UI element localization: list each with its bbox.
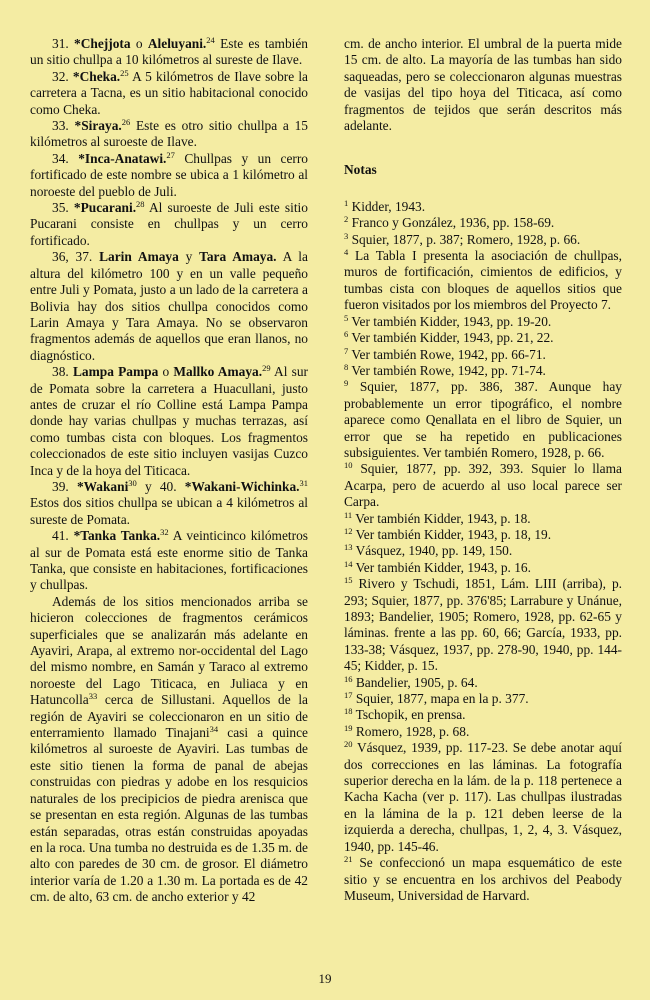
entry-36-37 (30, 249, 308, 364)
note-14 (344, 560, 622, 576)
note-19 (344, 724, 622, 740)
note-number: 16 (344, 673, 353, 684)
entry-text: Este es también un sitio chullpa a 10 kilómetros al sureste de Ilave. (30, 36, 308, 68)
entry-34 (30, 151, 308, 200)
entry-38 (30, 364, 308, 479)
note-number: 10 (344, 460, 353, 471)
site-name: *Cheka. (72, 68, 121, 84)
entry-33 (30, 118, 308, 151)
entry-31 (30, 36, 308, 69)
entry-text: A la altura del kilómetro 100 y en un valle pequeño entre Juli y Pomata, justo a un lado de la carretera a Bolivia hay dos sitios chullpa conocidos como Larin Amaya y Tara Amaya. No se observaron fragmentos además de aquellos que eran llanos, no diagnóstico. (30, 249, 308, 363)
note-text: Ver también Kidder, 1943, pp. 19-20. (348, 313, 552, 329)
paragraph-text: casi a quince kilómetros al suroeste de Ayaviri. Las tumbas de este sitio tienen la forma de panal de abejas construidas con piedras y adobe en los resquicios naturales de los precipicios de piedra arenisca que se presentan en esta región. Algunas de las tumbas están separadas, otras están construidas apoyadas en la roca. Una tumba no destruida es de 1.35 m. de alto con paredes de 30 cm. de grosor. El diámetro interior varía de 1.20 a 1.30 m. La portada es de 42 cm. de alto, 63 cm. de ancho exterior y 42 (30, 725, 308, 905)
note-text: Tschopik, en prensa. (352, 707, 466, 723)
footnote-ref: 31 (299, 477, 308, 488)
site-name: *Inca-Anatawi. (78, 150, 167, 166)
footnote-ref: 26 (121, 117, 131, 128)
left-column (30, 36, 308, 906)
footnote-ref: 33 (88, 691, 98, 702)
entry-number: 33. (52, 118, 69, 134)
note-text: Ver también Kidder, 1943, p. 18. (352, 510, 531, 526)
note-text: Squier, 1877, p. 387; Romero, 1928, p. 66. (348, 231, 581, 247)
entry-number: 35. (52, 200, 69, 216)
note-2 (344, 215, 622, 231)
note-number: 5 (344, 312, 349, 323)
note-text: Ver también Kidder, 1943, p. 16. (352, 559, 531, 575)
footnote-ref: 25 (120, 67, 129, 78)
entry-35 (30, 200, 308, 249)
note-number: 12 (344, 525, 353, 536)
note-number: 15 (344, 575, 353, 586)
note-3 (344, 232, 622, 248)
note-21 (344, 855, 622, 904)
note-number: 4 (344, 247, 349, 258)
note-text: Kidder, 1943. (348, 198, 426, 214)
entry-text: A veinticinco kilómetros al sur de Pomata está este enorme sitio de Tanka Tanka, que consiste en habitaciones, fortificaciones y chullpas. (30, 528, 308, 593)
note-text: Romero, 1928, p. 68. (352, 723, 470, 739)
site-name: Tara Amaya. (199, 249, 277, 265)
entry-text: Al suroeste de Juli este sitio Pucarani consiste en chullpas y un cerro fortificado. (30, 200, 308, 248)
note-text: Ver también Kidder, 1943, p. 18, 19. (352, 526, 552, 542)
footnote-ref: 24 (206, 35, 215, 45)
site-name: Mallko Amaya. (173, 364, 263, 380)
note-7 (344, 347, 622, 363)
note-8 (344, 363, 622, 379)
entry-number: 36, 37. (52, 249, 93, 265)
entry-number: 41. (52, 528, 69, 544)
entry-text: Chullpas y un cerro fortificado de este nombre se ubica a 1 kilómetro al noroeste del pueblo de Juli. (30, 150, 308, 199)
entry-39-40 (30, 479, 308, 528)
note-17 (344, 691, 622, 707)
entry-number: 38. (52, 364, 69, 380)
note-9 (344, 379, 622, 461)
note-number: 17 (344, 690, 353, 701)
site-name: *Wakani-Wichinka. (184, 478, 300, 494)
note-text: Ver también Rowe, 1942, pp. 66-71. (348, 346, 546, 362)
note-text: Rivero y Tschudi, 1851, Lám. LIII (arriba), p. 293; Squier, 1877, pp. 376'85; Larrabure y Unánue, 1893; Bandelier, 1905; Romero, 1928, pp. 62-65 y láminas. frente a las pp. 60, 66; García, 1933, pp. 133-38; Vásquez, 1937, pp. 278-90, 1940, pp. 144-45; Kidder, p. 15. (344, 576, 622, 674)
note-number: 1 (344, 197, 349, 208)
note-text: Squier, 1877, pp. 392, 393. Squier lo llama Acarpa, pero de acuerdo al uso local parece ser Carpa. (344, 461, 622, 510)
conjunction: y 40. (136, 478, 185, 494)
note-6 (344, 330, 622, 346)
note-20 (344, 740, 622, 855)
note-4 (344, 248, 622, 314)
paragraph-additional-sites (30, 594, 308, 906)
note-number: 3 (344, 230, 349, 241)
notes-list (344, 199, 622, 904)
footnote-ref: 28 (136, 199, 145, 210)
note-number: 19 (344, 722, 353, 733)
entry-41 (30, 528, 308, 594)
note-number: 6 (344, 329, 349, 340)
page-number: 19 (318, 971, 332, 986)
footnote-ref: 27 (166, 149, 175, 160)
note-5 (344, 314, 622, 330)
note-18 (344, 707, 622, 723)
note-text: Vásquez, 1939, pp. 117-23. Se debe anotar aquí dos correcciones en las láminas. La fotografía superior derecha en la lám. de la p. 118 pertenece a Kacha Kacha (ver p. 117). Las chullpas ilustradas en la lámina de la p. 121 deben leerse de la izquierda a derecha, chullpas, 1, 2, 4, 3. Vásquez, 1940, pp. 145-46. (344, 740, 622, 854)
note-number: 8 (344, 361, 349, 372)
note-number: 13 (344, 542, 353, 553)
note-text: La Tabla I presenta la asociación de chullpas, muros de fortificación, cimientos de edificios, y tumbas cista con bloques de aquellos sitios que fueron visitados por los miembros del Proyecto 7. (344, 248, 622, 313)
note-13 (344, 543, 622, 559)
conjunction: o (162, 364, 170, 380)
site-name: *Siraya. (74, 118, 122, 134)
continuation-paragraph: cm. de ancho interior. El umbral de la puerta mide 15 cm. de alto. La mayoría de las tumbas han sido saqueadas, pero se coleccionaron algunas muestras de vasijas del tipo hoya del Titicaca, así como fragmentos de tejidos que serán descritos más adelante. (344, 36, 622, 134)
note-number: 21 (344, 854, 353, 865)
paragraph-text: Además de los sitios mencionados arriba se hicieron colecciones de fragmentos cerámicos superficiales que se analizarán más adelante en Ayaviri, Arapa, al extremo nor-occidental del Lago del mismo nombre, en Samán y Taraco al extremo noroeste del Lago Titicaca, en Juliaca y en Hatuncolla (30, 593, 308, 708)
note-text: Se confeccionó un mapa esquemático de este sitio y se encuentra en los archivos del Peabody Museum, Universidad de Harvard. (344, 855, 622, 903)
entry-32 (30, 69, 308, 118)
note-number: 9 (344, 378, 349, 389)
entry-number: 31. (52, 36, 69, 51)
entry-text: Al sur de Pomata sobre la carretera a Huacullani, justo antes de cruzar el río Colline está Lampa Pampa donde hay varias chullpas y muchas terrazas, así como tumbas cista con bloques. Los fragmentos coleccionados de este sitio incluyen vasijas Cuzco Inca y de la hoya del Titicaca. (30, 364, 309, 478)
note-number: 20 (344, 739, 353, 750)
entry-number: 34. (52, 150, 69, 166)
site-name: *Wakani (76, 478, 129, 494)
right-column (344, 36, 622, 904)
footnote-ref: 32 (160, 527, 169, 538)
note-text: Ver también Kidder, 1943, pp. 21, 22. (348, 330, 554, 346)
footnote-ref: 34 (209, 724, 219, 735)
entry-text: A 5 kilómetros de Ilave sobre la carretera a Tacna, es un sitio habitacional conocido como Cheka. (30, 68, 308, 117)
note-text: Squier, 1877, pp. 386, 387. Aunque hay probablemente un error tipográfico, el nombre aparece como Qenallata en el libro de Squier, un error que se ha repetido en publicaciones subsiguientes. Ver también Romero, 1928, p. 66. (344, 379, 622, 460)
note-text: Vásquez, 1940, pp. 149, 150. (352, 543, 513, 559)
paragraph-text: cerca de Sillustani. Aquellos de la región de Ayaviri se coleccionaron en un sitio de enterramiento llamado Tinajani (30, 692, 308, 741)
note-text: Franco y González, 1936, pp. 158-69. (348, 215, 555, 231)
site-name: Aleluyani. (147, 36, 207, 51)
note-15 (344, 576, 622, 674)
note-number: 2 (344, 214, 349, 225)
note-number: 7 (344, 345, 349, 356)
notes-heading: Notas (344, 162, 377, 178)
conjunction: y (185, 249, 193, 265)
footnote-ref: 29 (262, 363, 271, 374)
site-name: Larin Amaya (99, 249, 179, 265)
note-1 (344, 199, 622, 215)
note-16 (344, 675, 622, 691)
conjunction: o (135, 36, 143, 51)
entry-text: Estos dos sitios chullpa se ubican a 4 kilómetros al sureste de Pomata. (30, 495, 308, 527)
entry-number: 39. (52, 478, 69, 494)
note-text: Squier, 1877, mapa en la p. 377. (352, 691, 529, 707)
note-12 (344, 527, 622, 543)
site-name: Lampa Pampa (72, 364, 159, 380)
note-11 (344, 511, 622, 527)
note-number: 18 (344, 706, 353, 717)
footnote-ref: 30 (128, 477, 137, 488)
note-text: Bandelier, 1905, p. 64. (352, 674, 478, 690)
entry-text: Este es otro sitio chullpa a 15 kilómetros al suroeste de Ilave. (30, 118, 308, 150)
site-name: *Chejjota (74, 36, 131, 51)
site-name: *Pucarani. (73, 200, 137, 216)
site-name: *Tanka Tanka. (73, 528, 161, 544)
entry-number: 32. (52, 68, 69, 84)
note-number: 11 (344, 509, 353, 520)
note-number: 14 (344, 558, 353, 569)
note-10 (344, 461, 622, 510)
note-text: Ver también Rowe, 1942, pp. 71-74. (348, 362, 546, 378)
